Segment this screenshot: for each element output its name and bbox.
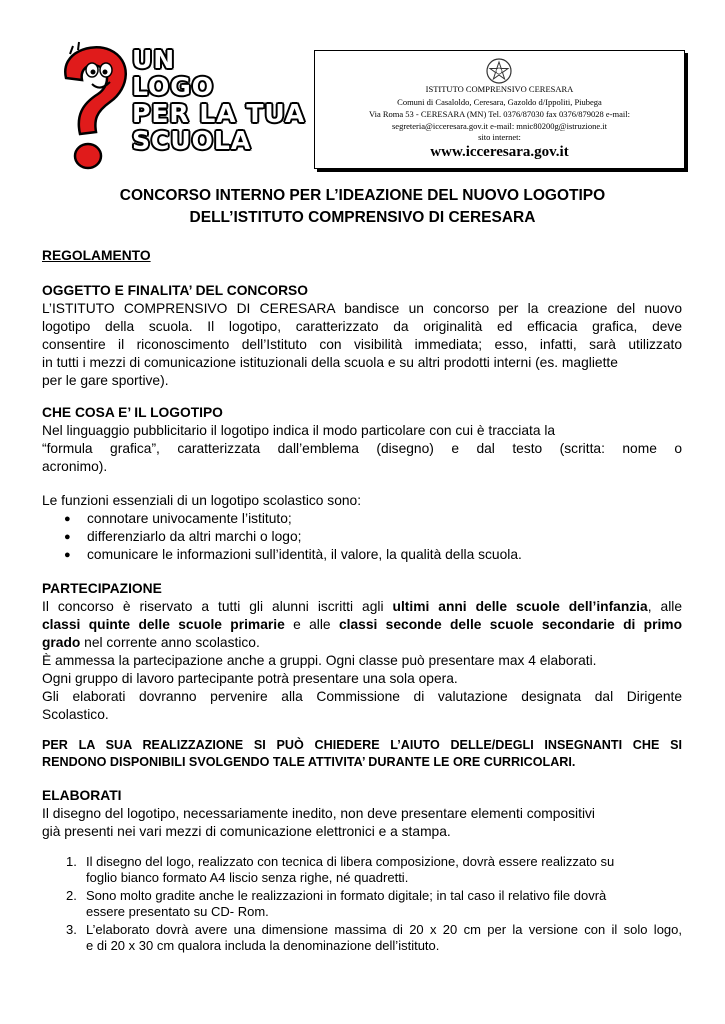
list-item-text: comunicare le informazioni sull’identità, il valore, la qualità della scuola. — [87, 547, 522, 562]
section-partecipazione — [42, 580, 682, 724]
paragraph-line: acronimo). — [42, 459, 108, 474]
logotipo-heading: CHE COSA E’ IL LOGOTIPO — [42, 405, 223, 420]
paragraph-line: consentire il riconoscimento dell’Istituto con visibilità immediata; esso, infatti, sarà utilizzato — [42, 337, 682, 352]
notice-line: RENDONO DISPONIBILI SVOLGENDO TALE ATTIVITA’ DURANTE LE ORE CURRICOLARI. — [42, 755, 576, 769]
list-number: 1. — [66, 854, 77, 869]
list-item-text: foglio bianco formato A4 liscio senza righe, né quadretti. — [86, 870, 409, 885]
logo-line: SCUOLA — [132, 126, 252, 155]
logo-text — [132, 45, 306, 155]
paragraph-line: “formula grafica”, caratterizzata dall’emblema (disegno) e dal testo (scritta: nome o — [42, 441, 682, 456]
list-item — [42, 854, 682, 886]
section-logotipo — [42, 404, 682, 476]
text-run: e alle — [284, 617, 339, 632]
logo-line: PER LA TUA — [132, 99, 306, 128]
section-oggetto — [42, 282, 682, 390]
section-elaborati — [42, 787, 682, 841]
title-line-1: CONCORSO INTERNO PER L’IDEAZIONE DEL NUOVO LOGOTIPO — [119, 187, 606, 204]
paragraph-line — [42, 616, 682, 634]
text-run: Il concorso è riservato a tutti gli alunni iscritti agli — [42, 599, 393, 614]
paragraph-line: logotipo della scuola. Il logotipo, caratterizzato da originalità ed efficacia grafica, deve — [42, 319, 682, 334]
list-item-text: Il disegno del logo, realizzato con tecnica di libera composizione, dovrà essere realizzato su — [86, 854, 615, 869]
republic-emblem-icon — [484, 57, 514, 85]
website-link[interactable]: www.icceresara.gov.it — [430, 144, 569, 160]
regolamento-heading: REGOLAMENTO — [42, 248, 151, 263]
list-item — [42, 510, 682, 528]
bullet-icon: ● — [64, 531, 71, 543]
list-item — [42, 546, 682, 564]
list-item — [42, 922, 682, 954]
contest-logo — [52, 40, 306, 175]
title-line-2: DELL’ISTITUTO COMPRENSIVO DI CERESARA — [189, 209, 536, 226]
paragraph-line: Gli elaborati dovranno pervenire alla Commissione di valutazione designata dal Dirigente — [42, 689, 682, 704]
list-item — [42, 888, 682, 920]
paragraph-line: per le gare sportive). — [42, 373, 169, 388]
list-item-text: differenziarlo da altri marchi o logo; — [87, 529, 302, 544]
paragraph-line: Il disegno del logotipo, necessariamente inedito, non deve presentare elementi compositivi — [42, 806, 595, 821]
bullet-icon: ● — [64, 513, 71, 525]
section-funzioni — [42, 492, 682, 564]
paragraph-line: Ogni gruppo di lavoro partecipante potrà presentare una sola opera. — [42, 671, 458, 686]
notice-line: PER LA SUA REALIZZAZIONE SI PUÒ CHIEDERE L’AIUTO DELLE/DEGLI INSEGNANTI CHE SI — [42, 738, 682, 752]
oggetto-heading: OGGETTO E FINALITA’ DEL CONCORSO — [42, 283, 308, 298]
text-run: nel corrente anno scolastico. — [80, 635, 260, 650]
school-header-box — [314, 50, 685, 169]
text-run: , alle — [647, 599, 682, 614]
paragraph-line: Scolastico. — [42, 707, 109, 722]
school-name: ISTITUTO COMPRENSIVO CERESARA — [425, 84, 574, 94]
notice-block — [42, 737, 682, 771]
elaborati-list — [42, 854, 682, 956]
list-number: 2. — [66, 888, 77, 903]
list-item-text: Sono molto gradite anche le realizzazioni in formato digitale; in tal caso il relativo file dovrà — [86, 888, 607, 903]
funzioni-intro: Le funzioni essenziali di un logotipo scolastico sono: — [42, 493, 362, 508]
list-item-text: e di 20 x 30 cm qualora includa la denominazione dell’istituto. — [86, 938, 440, 953]
page-title — [0, 185, 725, 229]
text-run-bold: classi quinte delle scuole primarie — [42, 617, 285, 632]
paragraph-line: già presenti nei vari mezzi di comunicazione elettronici e a stampa. — [42, 824, 451, 839]
question-mark-icon — [52, 40, 134, 175]
logo-line: LOGO — [132, 72, 215, 101]
funzioni-list — [42, 510, 682, 564]
list-number: 3. — [66, 922, 77, 937]
logo-line: UN — [132, 45, 176, 74]
site-label: sito internet: — [478, 132, 521, 142]
paragraph-line: Nel linguaggio pubblicitario il logotipo indica il modo particolare con cui è tracciata la — [42, 423, 556, 438]
paragraph-line: È ammessa la partecipazione anche a gruppi. Ogni classe può presentare max 4 elaborati. — [42, 653, 597, 668]
elaborati-heading: ELABORATI — [42, 788, 122, 803]
email-line: segreteria@icceresara.gov.it e-mail: mnic80200g@istruzione.it — [391, 121, 607, 131]
list-item-text: connotare univocamente l’istituto; — [87, 511, 292, 526]
paragraph-line — [42, 634, 682, 652]
paragraph-line: in tutti i mezzi di comunicazione istituzionali della scuola e su altri prodotti interni (es. magliette — [42, 355, 618, 370]
text-run-bold: grado — [42, 635, 81, 650]
list-item — [42, 528, 682, 546]
text-run-bold: ultimi anni delle scuole dell’infanzia — [392, 599, 648, 614]
paragraph-line: L’ISTITUTO COMPRENSIVO DI CERESARA bandisce un concorso per la creazione del nuovo — [42, 301, 682, 316]
bullet-icon: ● — [64, 549, 71, 561]
paragraph-line — [42, 598, 682, 616]
list-item-text: L’elaborato dovrà avere una dimensione massima di 20 x 20 cm per la versione con il solo logo, — [86, 922, 682, 937]
address-line: Via Roma 53 - CERESARA (MN) Tel. 0376/87030 fax 0376/879028 e-mail: — [368, 109, 631, 119]
communes-line: Comuni di Casaloldo, Ceresara, Gazoldo d/Ippoliti, Piubega — [397, 97, 602, 107]
text-run-bold: classi seconde delle scuole secondarie di primo — [338, 617, 683, 632]
partecipazione-heading: PARTECIPAZIONE — [42, 581, 162, 596]
list-item-text: essere presentato su CD- Rom. — [86, 904, 269, 919]
